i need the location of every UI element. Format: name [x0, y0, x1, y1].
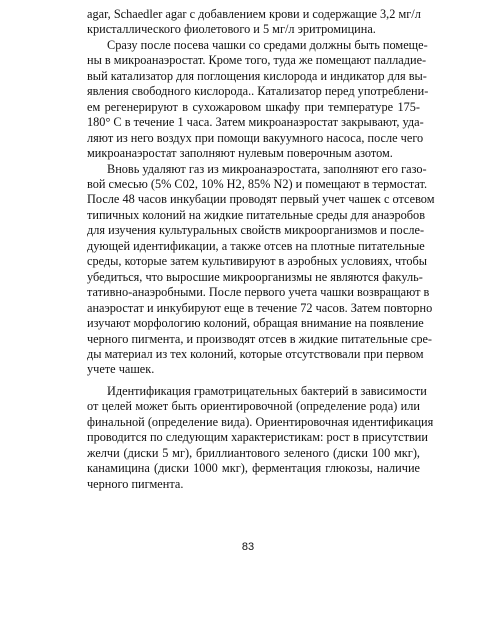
- text-line: дующей идентификации, а также отсев на плотные питательные: [87, 238, 425, 253]
- text-line: убедиться, что выросшие микроорганизмы не являются факуль-: [87, 269, 423, 284]
- text-line: учете чашек.: [87, 362, 155, 377]
- text-line: анаэростат и инкубируют еще в течение 72 часов. Затем повторно: [87, 300, 433, 315]
- text-line: тативно-анаэробными. После первого учета чашки возвращают в: [87, 285, 430, 300]
- text-line: кристаллического фиолетового и 5 мг/л эритромицина.: [87, 22, 376, 37]
- text-line: agar, Schaedler agar с добавлением крови и содержащие 3,2 мг/л: [87, 7, 421, 21]
- paragraph: [87, 383, 434, 492]
- text-line: Вновь удаляют газ из микроанаэростата, заполняют его газо-: [107, 161, 427, 176]
- text-line: канамицина (диски 1000 мкг), ферментация глюкозы, наличие: [87, 461, 420, 476]
- text-line: Сразу после посева чашки со средами должны быть помеще-: [107, 37, 428, 52]
- text-line: 180° С в течение 1 часа. Затем микроанаэростат закрывают, уда-: [87, 115, 424, 130]
- text-line: финальной (определение вида). Ориентировочная идентификация: [87, 414, 434, 429]
- paragraph: [87, 37, 429, 162]
- text-line: ем регенерируют в сухожаровом шкафу при температуре 175-: [87, 99, 420, 114]
- text-line: черного пигмента, и производят отсев в жидкие питательные сре-: [87, 331, 433, 346]
- page-number: 83: [241, 541, 255, 553]
- text-line: явления свободного кислорода.. Катализатор перед употреблени-: [87, 84, 429, 99]
- text-line: вый катализатор для поглощения кислорода и индикатор для вы-: [87, 68, 427, 83]
- text-line: ды материал из тех колоний, которые отсутствовали при первом: [87, 346, 424, 361]
- text-line: ляют из него воздух при помощи вакуумного насоса, после чего: [87, 130, 424, 145]
- text-line: черного пигмента.: [87, 476, 184, 491]
- text-line: изучают морфологию колоний, обращая внимание на появление: [87, 316, 424, 331]
- text-line: ны в микроанаэростат. Кроме того, туда же помещают палладие-: [87, 53, 427, 68]
- text-line: вой смесью (5% С02, 10% Н2, 85% N2) и помещают в термостат.: [87, 176, 428, 191]
- text-line: После 48 часов инкубации проводят первый учет чашек с отсевом: [87, 192, 435, 207]
- text-line: желчи (диски 5 мг), бриллиантового зеленого (диски 100 мкг),: [87, 445, 420, 460]
- text-line: для изучения культуральных свойств микроорганизмов и после-: [87, 223, 425, 238]
- text-line: среды, которые затем культивируют в аэробных условиях, чтобы: [87, 254, 428, 269]
- text-line: микроанаэростат заполняют нулевым поверочным азотом.: [87, 146, 393, 161]
- text-line: проводится по следующим характеристикам: рост в присутствии: [87, 430, 428, 445]
- text-line: типичных колоний на жидкие питательные среды для анаэробов: [87, 207, 426, 222]
- paragraph: [87, 7, 420, 38]
- paragraph: [87, 161, 435, 378]
- body-text: [87, 7, 435, 492]
- text-line: Идентификация грамотрицательных бактерий в зависимости: [107, 383, 427, 398]
- text-line: от целей может быть ориентировочной (определение рода) или: [87, 399, 420, 414]
